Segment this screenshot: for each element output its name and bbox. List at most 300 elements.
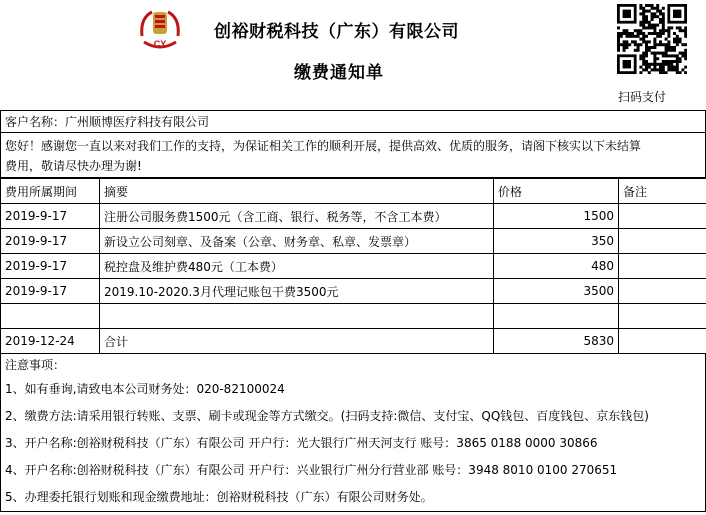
qr-module — [653, 66, 656, 69]
qr-module — [656, 57, 659, 60]
qr-module — [645, 68, 648, 71]
qr-module — [656, 15, 659, 18]
qr-module — [681, 29, 684, 32]
table-total-row — [1, 329, 706, 354]
row-summary: 新设立公司刻章、及备案（公章、财务章、私章、发票章） — [100, 229, 494, 254]
qr-module — [659, 32, 662, 35]
qr-module — [645, 18, 648, 21]
qr-module — [617, 32, 620, 35]
qr-module — [676, 43, 679, 46]
qr-module — [645, 60, 648, 63]
qr-module — [639, 32, 642, 35]
qr-module — [662, 29, 665, 32]
qr-module — [651, 32, 654, 35]
qr-module — [667, 66, 670, 69]
qr-module — [639, 57, 642, 60]
qr-module — [676, 38, 679, 41]
qr-module — [667, 46, 670, 49]
qr-module — [653, 32, 656, 35]
qr-module — [659, 18, 662, 21]
qr-module — [676, 68, 679, 71]
row-period: 2019-9-17 — [1, 254, 100, 279]
qr-module — [642, 40, 645, 43]
qr-module — [651, 15, 654, 18]
qr-module — [684, 35, 687, 38]
qr-module — [639, 54, 642, 57]
qr-module — [639, 71, 642, 74]
qr-module — [667, 68, 670, 71]
table-row-empty — [1, 304, 706, 329]
row-period — [1, 304, 100, 329]
qr-module — [684, 29, 687, 32]
note-item: 4、开户名称:创裕财税科技（广东）有限公司 开户行：兴业银行广州分行营业部 账号：3948 8010 0100 270651 — [5, 463, 618, 477]
fees-table — [0, 178, 706, 354]
qr-finder-pattern — [623, 60, 631, 68]
qr-module — [665, 29, 668, 32]
qr-module — [620, 35, 623, 38]
qr-module — [676, 71, 679, 74]
qr-module — [634, 43, 637, 46]
qr-module — [673, 66, 676, 69]
qr-module — [623, 43, 626, 46]
qr-module — [642, 63, 645, 66]
qr-module — [648, 32, 651, 35]
note-item: 5、办理委托银行划账和现金缴费地址：创裕财税科技（广东）有限公司财务处。 — [5, 490, 433, 504]
qr-module — [648, 21, 651, 24]
row-price: 3500 — [494, 279, 619, 304]
qr-module — [645, 15, 648, 18]
qr-module — [656, 10, 659, 13]
qr-module — [645, 26, 648, 29]
customer-name: 广州顺博医疗科技有限公司 — [65, 115, 210, 129]
qr-module — [667, 26, 670, 29]
qr-module — [659, 29, 662, 32]
qr-module — [662, 18, 665, 21]
qr-module — [642, 15, 645, 18]
qr-module — [642, 24, 645, 27]
qr-module — [662, 54, 665, 57]
qr-module — [623, 49, 626, 52]
customer-row — [0, 110, 706, 133]
qr-module — [653, 68, 656, 71]
qr-module — [673, 38, 676, 41]
qr-module — [617, 35, 620, 38]
qr-module — [676, 63, 679, 66]
qr-module — [639, 12, 642, 15]
qr-module — [642, 10, 645, 13]
qr-module — [667, 43, 670, 46]
qr-module — [659, 43, 662, 46]
qr-module — [665, 54, 668, 57]
qr-module — [659, 40, 662, 43]
row-note — [619, 204, 706, 229]
header-price: 价格 — [494, 179, 619, 204]
qr-module — [653, 29, 656, 32]
note-item: 2、缴费方法:请采用银行转账、支票、刷卡或现金等方式缴交。(扫码支持:微信、支付宝、QQ钱包、百度钱包、京东钱包) — [5, 409, 649, 423]
greeting-line-2: 费用，敬请尽快办理为谢! — [5, 159, 142, 173]
qr-module — [653, 24, 656, 27]
qr-module — [637, 32, 640, 35]
qr-module — [653, 57, 656, 60]
qr-module — [648, 26, 651, 29]
header-note: 备注 — [619, 179, 706, 204]
qr-module — [617, 43, 620, 46]
qr-module — [642, 21, 645, 24]
payment-sheet — [0, 110, 706, 512]
qr-module — [648, 10, 651, 13]
qr-module — [684, 43, 687, 46]
qr-module — [679, 38, 682, 41]
qr-module — [639, 4, 642, 7]
qr-module — [684, 71, 687, 74]
qr-module — [623, 46, 626, 49]
qr-module — [659, 63, 662, 66]
qr-module — [651, 68, 654, 71]
qr-module — [628, 43, 631, 46]
customer-label: 客户名称： — [5, 115, 66, 129]
qr-module — [679, 71, 682, 74]
row-price: 480 — [494, 254, 619, 279]
payment-qr-code — [617, 4, 687, 74]
row-summary — [100, 304, 494, 329]
qr-module — [639, 21, 642, 24]
qr-module — [634, 40, 637, 43]
table-row — [1, 204, 706, 229]
qr-module — [642, 18, 645, 21]
qr-module — [642, 54, 645, 57]
qr-module — [670, 66, 673, 69]
qr-module — [665, 60, 668, 63]
header-summary: 摘要 — [100, 179, 494, 204]
qr-module — [662, 71, 665, 74]
qr-module — [625, 43, 628, 46]
qr-module — [645, 40, 648, 43]
qr-module — [651, 7, 654, 10]
qr-module — [625, 40, 628, 43]
qr-module — [651, 52, 654, 55]
qr-module — [623, 32, 626, 35]
qr-module — [653, 38, 656, 41]
qr-module — [659, 35, 662, 38]
qr-module — [639, 66, 642, 69]
qr-module — [665, 49, 668, 52]
qr-module — [653, 63, 656, 66]
qr-module — [656, 7, 659, 10]
qr-module — [617, 26, 620, 29]
qr-module — [634, 49, 637, 52]
qr-module — [642, 32, 645, 35]
row-note — [619, 254, 706, 279]
qr-module — [653, 7, 656, 10]
qr-module — [665, 38, 668, 41]
qr-module — [651, 63, 654, 66]
qr-module — [653, 43, 656, 46]
qr-module — [623, 29, 626, 32]
notes-block — [0, 354, 706, 512]
qr-module — [662, 12, 665, 15]
qr-module — [645, 66, 648, 69]
qr-module — [639, 29, 642, 32]
qr-module — [662, 52, 665, 55]
qr-module — [676, 54, 679, 57]
qr-module — [620, 32, 623, 35]
qr-module — [673, 46, 676, 49]
qr-module — [659, 52, 662, 55]
total-amount: 5830 — [494, 329, 619, 354]
qr-module — [659, 66, 662, 69]
qr-module — [656, 68, 659, 71]
qr-module — [662, 24, 665, 27]
qr-module — [665, 52, 668, 55]
qr-module — [642, 52, 645, 55]
qr-module — [659, 68, 662, 71]
company-logo — [136, 6, 184, 52]
qr-module — [653, 52, 656, 55]
qr-module — [676, 26, 679, 29]
qr-module — [665, 46, 668, 49]
qr-module — [665, 63, 668, 66]
qr-module — [631, 32, 634, 35]
qr-finder-pattern — [673, 10, 681, 18]
qr-module — [628, 32, 631, 35]
total-note — [619, 329, 706, 354]
qr-module — [651, 46, 654, 49]
qr-module — [648, 40, 651, 43]
qr-module — [637, 29, 640, 32]
note-item: 1、如有垂询,请致电本公司财务处：020-82100024 — [5, 382, 285, 396]
qr-module — [659, 21, 662, 24]
row-price — [494, 304, 619, 329]
qr-module — [667, 32, 670, 35]
qr-module — [625, 29, 628, 32]
qr-module — [673, 32, 676, 35]
qr-module — [662, 26, 665, 29]
qr-module — [648, 24, 651, 27]
qr-module — [670, 63, 673, 66]
qr-module — [681, 68, 684, 71]
qr-module — [684, 26, 687, 29]
qr-module — [642, 7, 645, 10]
qr-module — [662, 60, 665, 63]
qr-module — [653, 15, 656, 18]
qr-module — [662, 32, 665, 35]
qr-module — [634, 35, 637, 38]
qr-module — [684, 49, 687, 52]
qr-module — [631, 40, 634, 43]
row-period: 2019-9-17 — [1, 229, 100, 254]
qr-module — [676, 57, 679, 60]
qr-module — [653, 40, 656, 43]
qr-label: 扫码支付 — [618, 90, 667, 104]
qr-module — [676, 66, 679, 69]
qr-module — [667, 35, 670, 38]
qr-module — [679, 52, 682, 55]
header-period: 费用所属期间 — [1, 179, 100, 204]
qr-module — [653, 54, 656, 57]
qr-module — [662, 21, 665, 24]
qr-module — [662, 43, 665, 46]
row-price: 350 — [494, 229, 619, 254]
qr-module — [670, 26, 673, 29]
qr-module — [642, 35, 645, 38]
qr-module — [667, 29, 670, 32]
qr-module — [617, 49, 620, 52]
qr-module — [645, 63, 648, 66]
qr-module — [679, 57, 682, 60]
qr-module — [659, 71, 662, 74]
row-note — [619, 279, 706, 304]
logo-text: CY — [153, 39, 167, 49]
qr-module — [645, 35, 648, 38]
qr-module — [681, 54, 684, 57]
qr-module — [645, 49, 648, 52]
qr-module — [679, 40, 682, 43]
table-row — [1, 254, 706, 279]
qr-module — [673, 49, 676, 52]
qr-module — [684, 54, 687, 57]
table-header-row — [1, 179, 706, 204]
qr-module — [645, 46, 648, 49]
row-note — [619, 304, 706, 329]
qr-module — [681, 43, 684, 46]
qr-module — [662, 66, 665, 69]
qr-module — [667, 40, 670, 43]
qr-module — [651, 26, 654, 29]
qr-module — [673, 54, 676, 57]
qr-module — [670, 46, 673, 49]
qr-module — [651, 12, 654, 15]
qr-module — [639, 38, 642, 41]
qr-module — [648, 4, 651, 7]
qr-module — [667, 49, 670, 52]
qr-module — [648, 71, 651, 74]
qr-module — [648, 46, 651, 49]
qr-module — [625, 46, 628, 49]
qr-module — [625, 35, 628, 38]
row-summary: 2019.10-2020.3月代理记账包干费3500元 — [100, 279, 494, 304]
qr-module — [628, 35, 631, 38]
qr-module — [642, 12, 645, 15]
qr-module — [642, 60, 645, 63]
qr-module — [634, 29, 637, 32]
qr-module — [670, 60, 673, 63]
qr-module — [648, 49, 651, 52]
qr-module — [656, 32, 659, 35]
qr-module — [667, 54, 670, 57]
qr-module — [645, 43, 648, 46]
qr-module — [653, 12, 656, 15]
qr-module — [653, 26, 656, 29]
qr-module — [673, 40, 676, 43]
company-name: 创裕财税科技（广东）有限公司 — [214, 22, 459, 42]
qr-module — [673, 60, 676, 63]
qr-module — [667, 63, 670, 66]
qr-module — [617, 40, 620, 43]
qr-module — [670, 49, 673, 52]
qr-module — [653, 46, 656, 49]
qr-module — [656, 35, 659, 38]
qr-module — [659, 10, 662, 13]
table-row — [1, 229, 706, 254]
qr-module — [639, 43, 642, 46]
qr-module — [670, 68, 673, 71]
row-price: 1500 — [494, 204, 619, 229]
qr-module — [656, 43, 659, 46]
note-item: 3、开户名称:创裕财税科技（广东）有限公司 开户行：光大银行广州天河支行 账号：3865 0188 0000 30866 — [5, 436, 598, 450]
qr-module — [642, 38, 645, 41]
qr-module — [651, 24, 654, 27]
qr-module — [637, 49, 640, 52]
qr-module — [662, 7, 665, 10]
qr-module — [653, 60, 656, 63]
qr-module — [637, 46, 640, 49]
qr-module — [639, 7, 642, 10]
qr-module — [642, 57, 645, 60]
qr-module — [656, 63, 659, 66]
qr-module — [665, 71, 668, 74]
qr-module — [651, 18, 654, 21]
row-summary: 税控盘及维护费480元（工本费） — [100, 254, 494, 279]
qr-module — [679, 29, 682, 32]
qr-module — [662, 15, 665, 18]
qr-module — [662, 68, 665, 71]
qr-module — [645, 21, 648, 24]
qr-module — [645, 10, 648, 13]
qr-module — [625, 32, 628, 35]
qr-module — [637, 43, 640, 46]
qr-module — [676, 40, 679, 43]
qr-module — [637, 35, 640, 38]
qr-module — [684, 52, 687, 55]
qr-module — [620, 43, 623, 46]
greeting-block — [0, 133, 706, 178]
row-period: 2019-9-17 — [1, 279, 100, 304]
qr-module — [639, 24, 642, 27]
qr-finder-pattern — [623, 10, 631, 18]
qr-module — [679, 60, 682, 63]
qr-module — [676, 60, 679, 63]
greeting-line-1: 您好！感谢您一直以来对我们工作的支持，为保证相关工作的顺利开展，提供高效、优质的服务，请阁下核实以下未结算 — [5, 139, 642, 153]
qr-module — [656, 52, 659, 55]
qr-module — [684, 66, 687, 69]
notes-title: 注意事项： — [5, 358, 66, 372]
qr-module — [662, 63, 665, 66]
qr-module — [642, 26, 645, 29]
qr-module — [656, 24, 659, 27]
table-row — [1, 279, 706, 304]
total-label: 合计 — [100, 329, 494, 354]
qr-module — [645, 4, 648, 7]
row-period: 2019-9-17 — [1, 204, 100, 229]
qr-module — [623, 40, 626, 43]
row-note — [619, 229, 706, 254]
qr-module — [676, 35, 679, 38]
qr-module — [642, 68, 645, 71]
qr-module — [673, 68, 676, 71]
row-summary: 注册公司服务费1500元（含工商、银行、税务等，不含工本费） — [100, 204, 494, 229]
qr-module — [617, 46, 620, 49]
qr-module — [648, 63, 651, 66]
qr-module — [684, 57, 687, 60]
qr-module — [684, 32, 687, 35]
qr-module — [670, 54, 673, 57]
qr-module — [681, 52, 684, 55]
qr-module — [659, 12, 662, 15]
qr-module — [665, 43, 668, 46]
qr-module — [631, 35, 634, 38]
qr-module — [617, 38, 620, 41]
qr-module — [656, 4, 659, 7]
